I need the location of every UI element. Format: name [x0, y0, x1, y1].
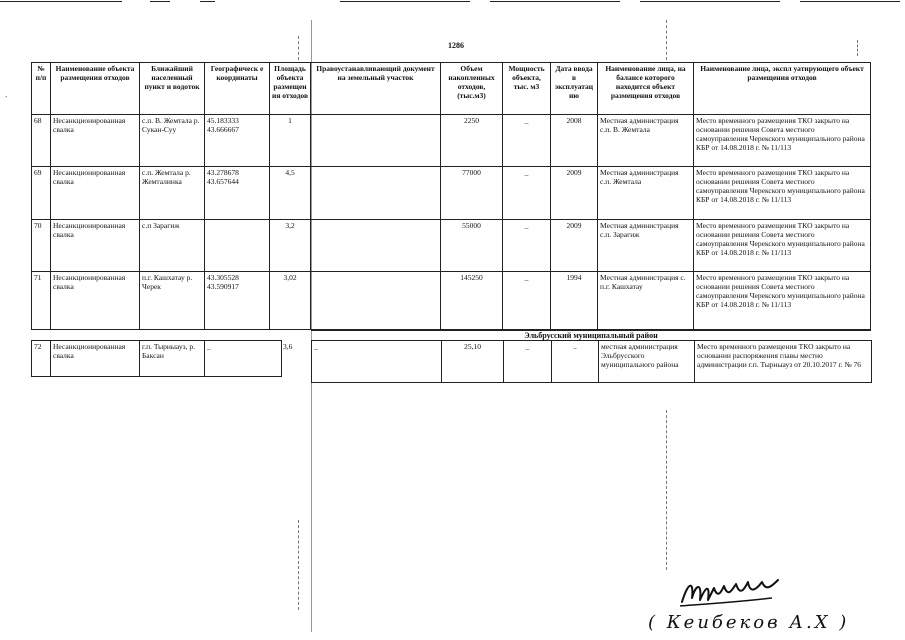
region-title: Эльбрусский муниципальный район [311, 330, 871, 341]
land-document [311, 272, 441, 330]
operator: Место временного размещения ТКО закрыто на основании распоряжения главы местно администрации г.п. Тырныауз от 20.10.2017 г. № 76 [695, 341, 872, 383]
commission-date: 2009 [551, 220, 598, 272]
scan-edge-line [200, 1, 215, 2]
scan-edge-line [150, 1, 170, 2]
row-number: 69 [32, 167, 51, 220]
volume: 25,10 [442, 341, 504, 383]
area: 3,6 [283, 342, 293, 351]
table-header-row [32, 63, 871, 115]
row-number: 71 [32, 272, 51, 330]
capacity: _ [503, 272, 551, 330]
settlement: п.г. Кашхатау р. Черек [140, 272, 205, 330]
balance-holder: Местная администрация с.п. Жемтала [598, 167, 694, 220]
registry-row-72-right [311, 340, 872, 383]
balance-holder: Местная администрация с. п.г. Кашхатау [598, 272, 694, 330]
capacity: _ [503, 115, 551, 167]
coordinates [205, 220, 270, 272]
table-row [32, 115, 871, 167]
row-number: 68 [32, 115, 51, 167]
object-name: Несанкционированная свалка [51, 272, 140, 330]
coordinates: 45.183333 43.666667 [205, 115, 270, 167]
area: 3,2 [270, 220, 311, 272]
header-cell: Правоустанавливающий документ на земельный участок [311, 63, 441, 115]
header-cell: Площадь объекта размещен ия отходов [270, 63, 311, 115]
scan-edge-line [340, 1, 470, 2]
coordinates: 43.278678 43.657644 [205, 167, 270, 220]
scan-dash-line [666, 410, 667, 570]
table-row [32, 220, 871, 272]
balance-holder: Местная администрация с.п. Зарагиж [598, 220, 694, 272]
coordinates: _ [205, 341, 282, 377]
coordinates: 43.305528 43.590917 [205, 272, 270, 330]
header-cell: Мощность объекта, тыс. м3 [503, 63, 551, 115]
table-row [32, 272, 871, 330]
area: 4,5 [270, 167, 311, 220]
land-document: _ [312, 341, 442, 383]
scan-dash-line [666, 20, 667, 60]
commission-date: 1994 [551, 272, 598, 330]
object-name: Несанкционированная свалка [51, 167, 140, 220]
scan-edge-line [640, 1, 780, 2]
header-cell: Наименование лица, на балансе которого находится объект размещения отходов [598, 63, 694, 115]
object-name: Несанкционированная свалка [51, 220, 140, 272]
commission-date: .. [552, 341, 599, 383]
scan-edge-line [0, 1, 122, 2]
table-row [32, 167, 871, 220]
land-document [311, 220, 441, 272]
volume: 77000 [441, 167, 503, 220]
capacity: _ [503, 167, 551, 220]
header-cell: Объем накопленных отходов, (тыс.м3) [441, 63, 503, 115]
row-number: 70 [32, 220, 51, 272]
registry-table [31, 62, 871, 330]
area: 3,02 [270, 272, 311, 330]
header-cell: Ближайший населенный пункт и водоток [140, 63, 205, 115]
land-document [311, 167, 441, 220]
volume: 2250 [441, 115, 503, 167]
table-row [312, 341, 872, 383]
header-cell: Географическ е координаты [205, 63, 270, 115]
volume: 55000 [441, 220, 503, 272]
scan-edge-line [800, 1, 900, 2]
commission-date: 2009 [551, 167, 598, 220]
scan-edge-line [490, 1, 620, 2]
signature-scribble [676, 576, 786, 612]
volume: 145250 [441, 272, 503, 330]
settlement: с.п. Жемтала р. Жемталинка [140, 167, 205, 220]
commission-date: 2008 [551, 115, 598, 167]
operator: Место временного размещения ТКО закрыто на основании решения Совета местного самоуправления Черекского муниципального района КБР от 14.08.2018 г. № 11/113 [694, 272, 871, 330]
header-cell: Дата ввода в эксплуатац ию [551, 63, 598, 115]
registry-row-72-left [31, 340, 282, 377]
scan-speck: ˋ [5, 95, 8, 104]
capacity: _ [503, 220, 551, 272]
operator: Место временного размещения ТКО закрыто на основании решения Совета местного самоуправления Черекского муниципального района КБР от 14.08.2018 г. № 11/113 [694, 220, 871, 272]
settlement: с.п Зарагиж [140, 220, 205, 272]
settlement: с.п. В. Жемтала р. Сукан-Суу [140, 115, 205, 167]
header-cell: № п/п [32, 63, 51, 115]
balance-holder: Местная администрация с.п. В. Жемтала [598, 115, 694, 167]
operator: Место временного размещения ТКО закрыто на основании решения Совета местного самоуправления Черекского муниципального района КБР от 14.08.2018 г. № 11/113 [694, 167, 871, 220]
scan-dash-line [857, 40, 858, 56]
area: 1 [270, 115, 311, 167]
object-name: Несанкционированная свалка [51, 341, 140, 377]
header-cell: Наименование лица, экспл уатирующего объект размещения отходов [694, 63, 871, 115]
header-cell: Наименование объекта размещения отходов [51, 63, 140, 115]
object-name: Несанкционированная свалка [51, 115, 140, 167]
capacity: _ [504, 341, 552, 383]
scan-dash-line [298, 520, 299, 610]
operator: Место временного размещения ТКО закрыто на основании решения Совета местного самоуправления Черекского муниципального района КБР от 14.08.2018 г. № 11/113 [694, 115, 871, 167]
scan-dash-line [298, 36, 299, 60]
page-number: 1286 [448, 41, 464, 50]
row-number: 72 [32, 341, 51, 377]
table-row [32, 341, 282, 377]
balance-holder: местная администрация Эльбрусского муниципального района [599, 341, 695, 383]
land-document [311, 115, 441, 167]
settlement: г.п. Тырныауз, р. Баксан [140, 341, 205, 377]
signatory-name: ( Кеибеков А.Х ) [648, 612, 850, 633]
